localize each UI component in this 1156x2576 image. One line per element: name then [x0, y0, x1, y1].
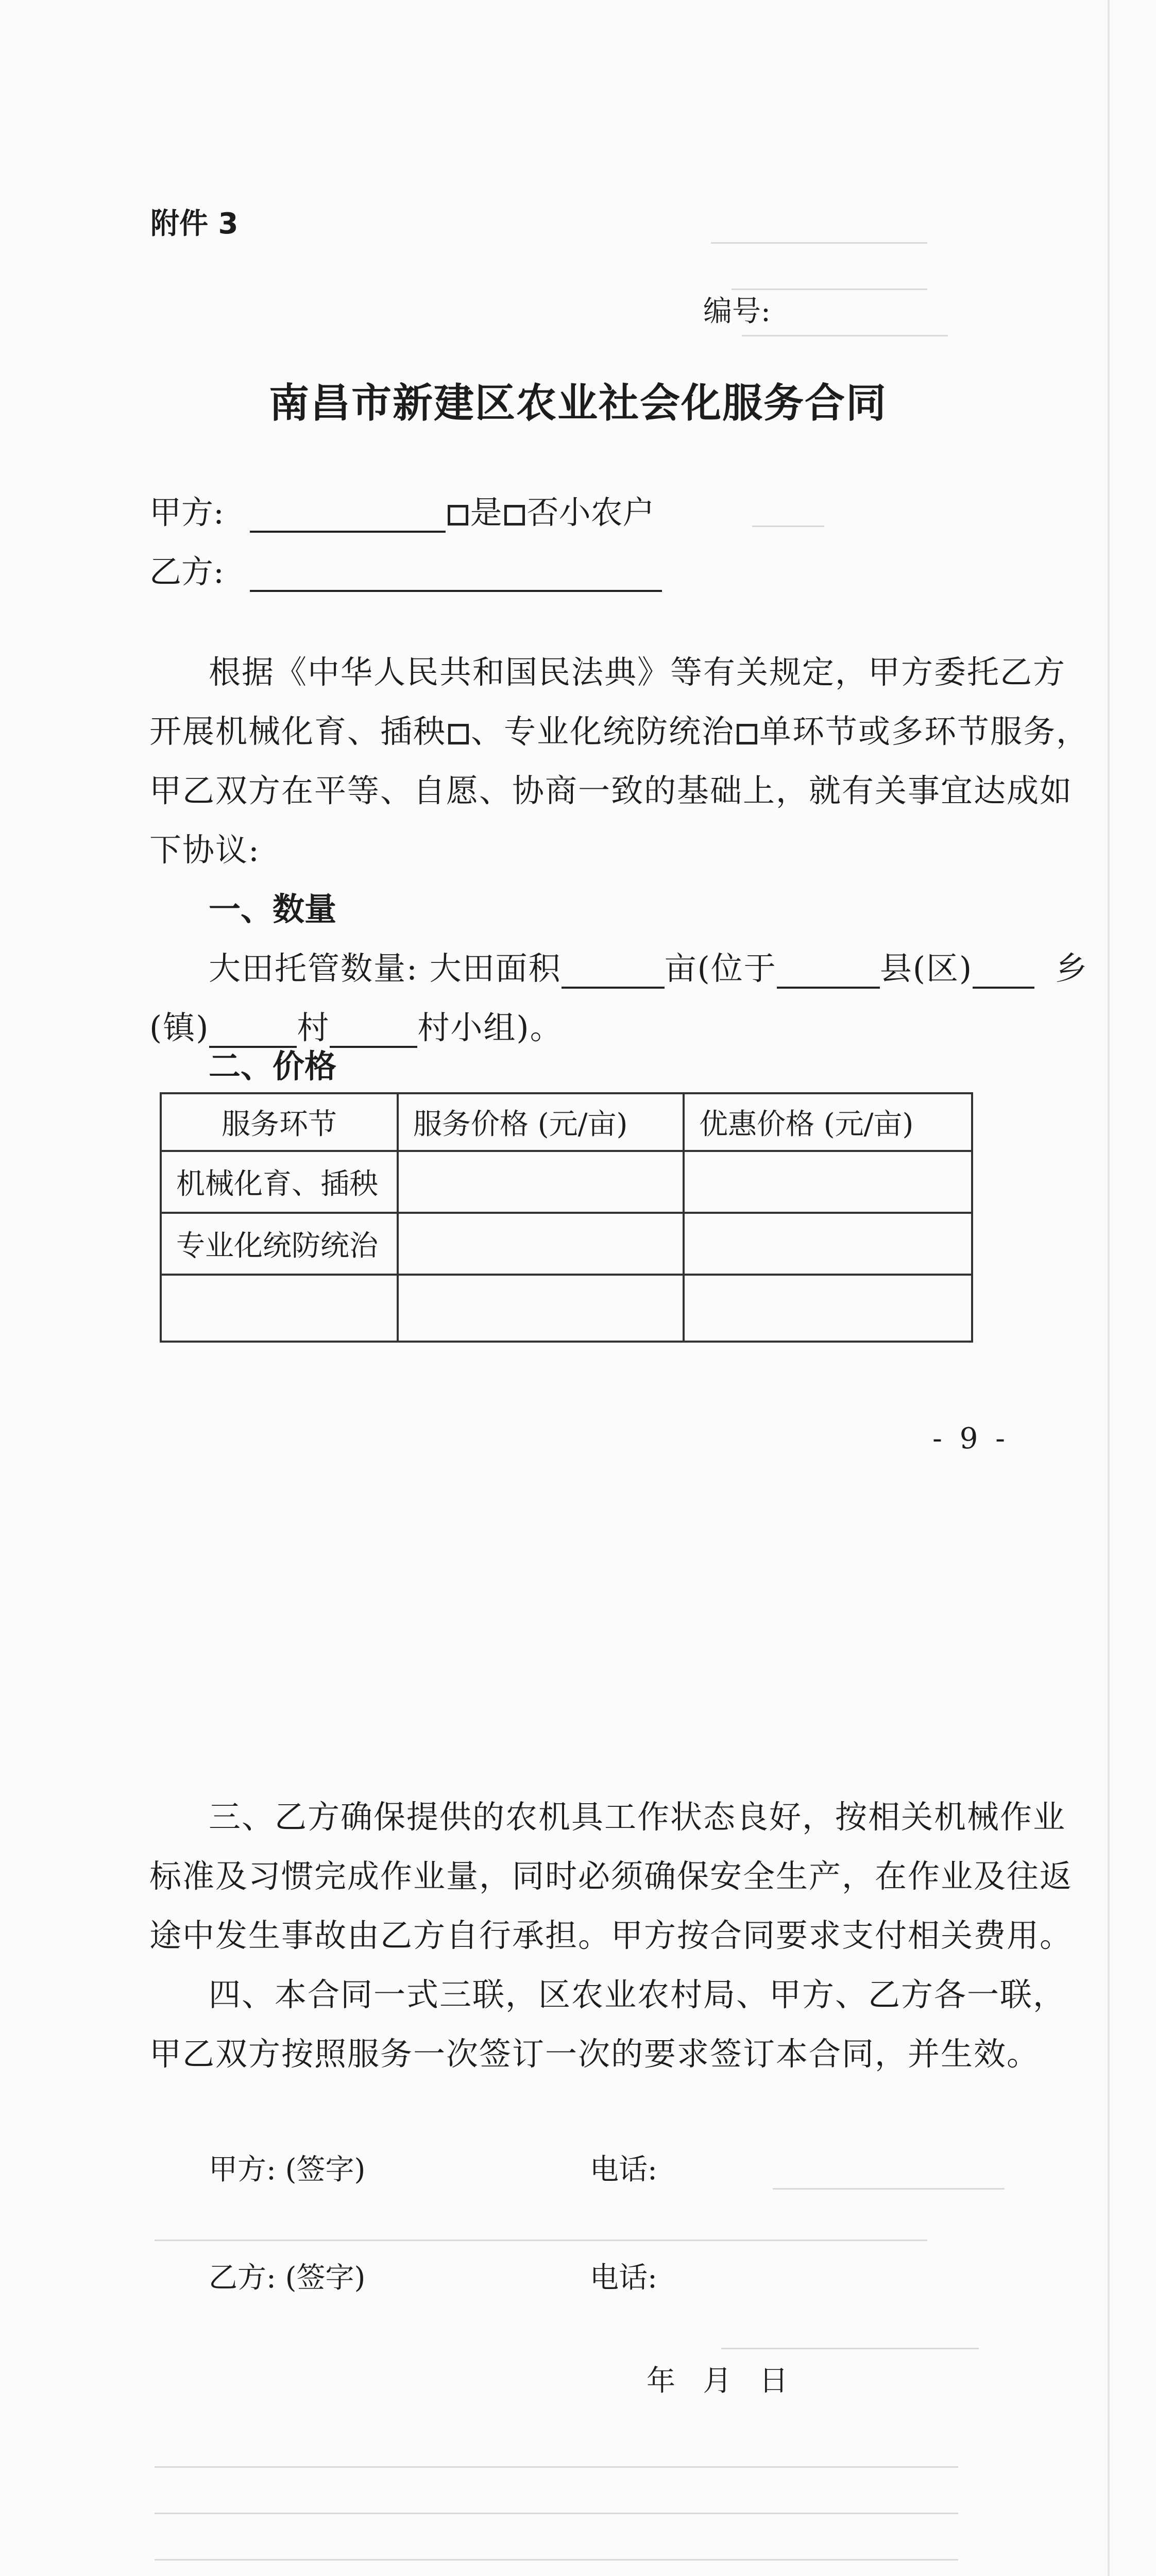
party-b-label: 乙方:: [149, 553, 224, 590]
clause-4-line-2: 甲乙双方按照服务一次签订一次的要求签订本合同，并生效。: [149, 2035, 1040, 2073]
document-page-2: [0, 1590, 1156, 2576]
show-through-mark: [711, 242, 927, 244]
table-cell[interactable]: [398, 1213, 684, 1275]
table-header-row: [161, 1093, 972, 1151]
contract-title: 南昌市新建区农业社会化服务合同: [268, 380, 887, 427]
party-a-blank[interactable]: [250, 501, 446, 533]
show-through-mark: [752, 526, 824, 527]
signing-date: 年 月 日: [647, 2364, 788, 2398]
clause-3-line-2: 标准及习惯完成作业量，同时必须确保安全生产，在作业及往返: [149, 1857, 1073, 1895]
table-cell[interactable]: [684, 1275, 972, 1342]
section-1-heading: 一、数量: [209, 890, 337, 928]
intro-line-3: 甲乙双方在平等、自愿、协商一致的基础上，就有关事宜达成如: [149, 772, 1073, 809]
party-a-signature-label: 甲方: (签字): [209, 2153, 366, 2187]
pest-control-checkbox[interactable]: [737, 724, 757, 744]
party-b-phone-label: 电话:: [590, 2261, 657, 2295]
table-cell[interactable]: [684, 1151, 972, 1213]
township-blank[interactable]: [973, 957, 1034, 989]
table-cell: 机械化育、插秧: [161, 1151, 398, 1213]
quantity-line-1: 大田托管数量: 大田面积 亩(位于 县(区) 乡: [209, 943, 1088, 989]
page-edge-shadow: [1108, 0, 1110, 1590]
intro-line-2: 开展机械化育、插秧 、专业化统防统治 单环节或多环节服务，: [149, 713, 1090, 750]
table-row: [161, 1213, 972, 1275]
table-header-cell: 服务环节: [161, 1093, 398, 1151]
intro-line-4: 下协议:: [149, 831, 260, 869]
page-edge-shadow: [1108, 1590, 1110, 2576]
intro-line-1: 根据《中华人民共和国民法典》等有关规定，甲方委托乙方: [209, 653, 1066, 691]
table-header-cell: 服务价格 (元/亩): [398, 1093, 684, 1151]
page-number: - 9 -: [932, 1422, 1010, 1455]
party-a-phone-label: 电话:: [590, 2153, 657, 2187]
county-blank[interactable]: [777, 957, 880, 989]
smallholder-yes-checkbox[interactable]: [448, 505, 468, 526]
field-area-blank[interactable]: [562, 957, 665, 989]
attachment-label: 附件 3: [150, 207, 239, 241]
clause-4-line-1: 四、本合同一式三联，区农业农村局、甲方、乙方各一联，: [209, 1976, 1066, 2013]
party-a-label: 甲方:: [149, 494, 224, 531]
party-b-signature-label: 乙方: (签字): [209, 2261, 366, 2295]
table-header-cell: 优惠价格 (元/亩): [684, 1093, 972, 1151]
party-a-row: [149, 487, 655, 533]
show-through-mark: [155, 2240, 927, 2241]
table-row: [161, 1151, 972, 1213]
table-cell: 专业化统防统治: [161, 1213, 398, 1275]
party-b-row: [149, 546, 662, 592]
quantity-line-2: (镇) 村 村小组)。: [149, 1002, 563, 1048]
show-through-mark: [155, 2513, 958, 2514]
section-2-heading: 二、价格: [209, 1047, 337, 1085]
table-cell[interactable]: [161, 1275, 398, 1342]
show-through-mark: [721, 2348, 979, 2349]
table-cell[interactable]: [398, 1151, 684, 1213]
seedling-transplant-checkbox[interactable]: [448, 724, 469, 744]
contract-number-label: 编号:: [703, 295, 771, 328]
show-through-mark: [773, 2188, 1005, 2190]
table-cell[interactable]: [398, 1275, 684, 1342]
village-group-blank[interactable]: [330, 1016, 417, 1048]
clause-3-line-1: 三、乙方确保提供的农机具工作状态良好，按相关机械作业: [209, 1798, 1066, 1836]
clause-3-line-3: 途中发生事故由乙方自行承担。甲方按合同要求支付相关费用。: [149, 1917, 1073, 1954]
smallholder-no-label: 否小农户: [526, 494, 655, 531]
party-b-blank[interactable]: [250, 560, 662, 592]
smallholder-no-checkbox[interactable]: [504, 505, 525, 526]
show-through-mark: [742, 335, 948, 336]
smallholder-yes-label: 是: [470, 494, 502, 531]
table-cell[interactable]: [684, 1213, 972, 1275]
table-row: [161, 1275, 972, 1342]
show-through-mark: [155, 2466, 958, 2468]
price-table: [160, 1092, 973, 1343]
show-through-mark: [155, 2559, 958, 2561]
